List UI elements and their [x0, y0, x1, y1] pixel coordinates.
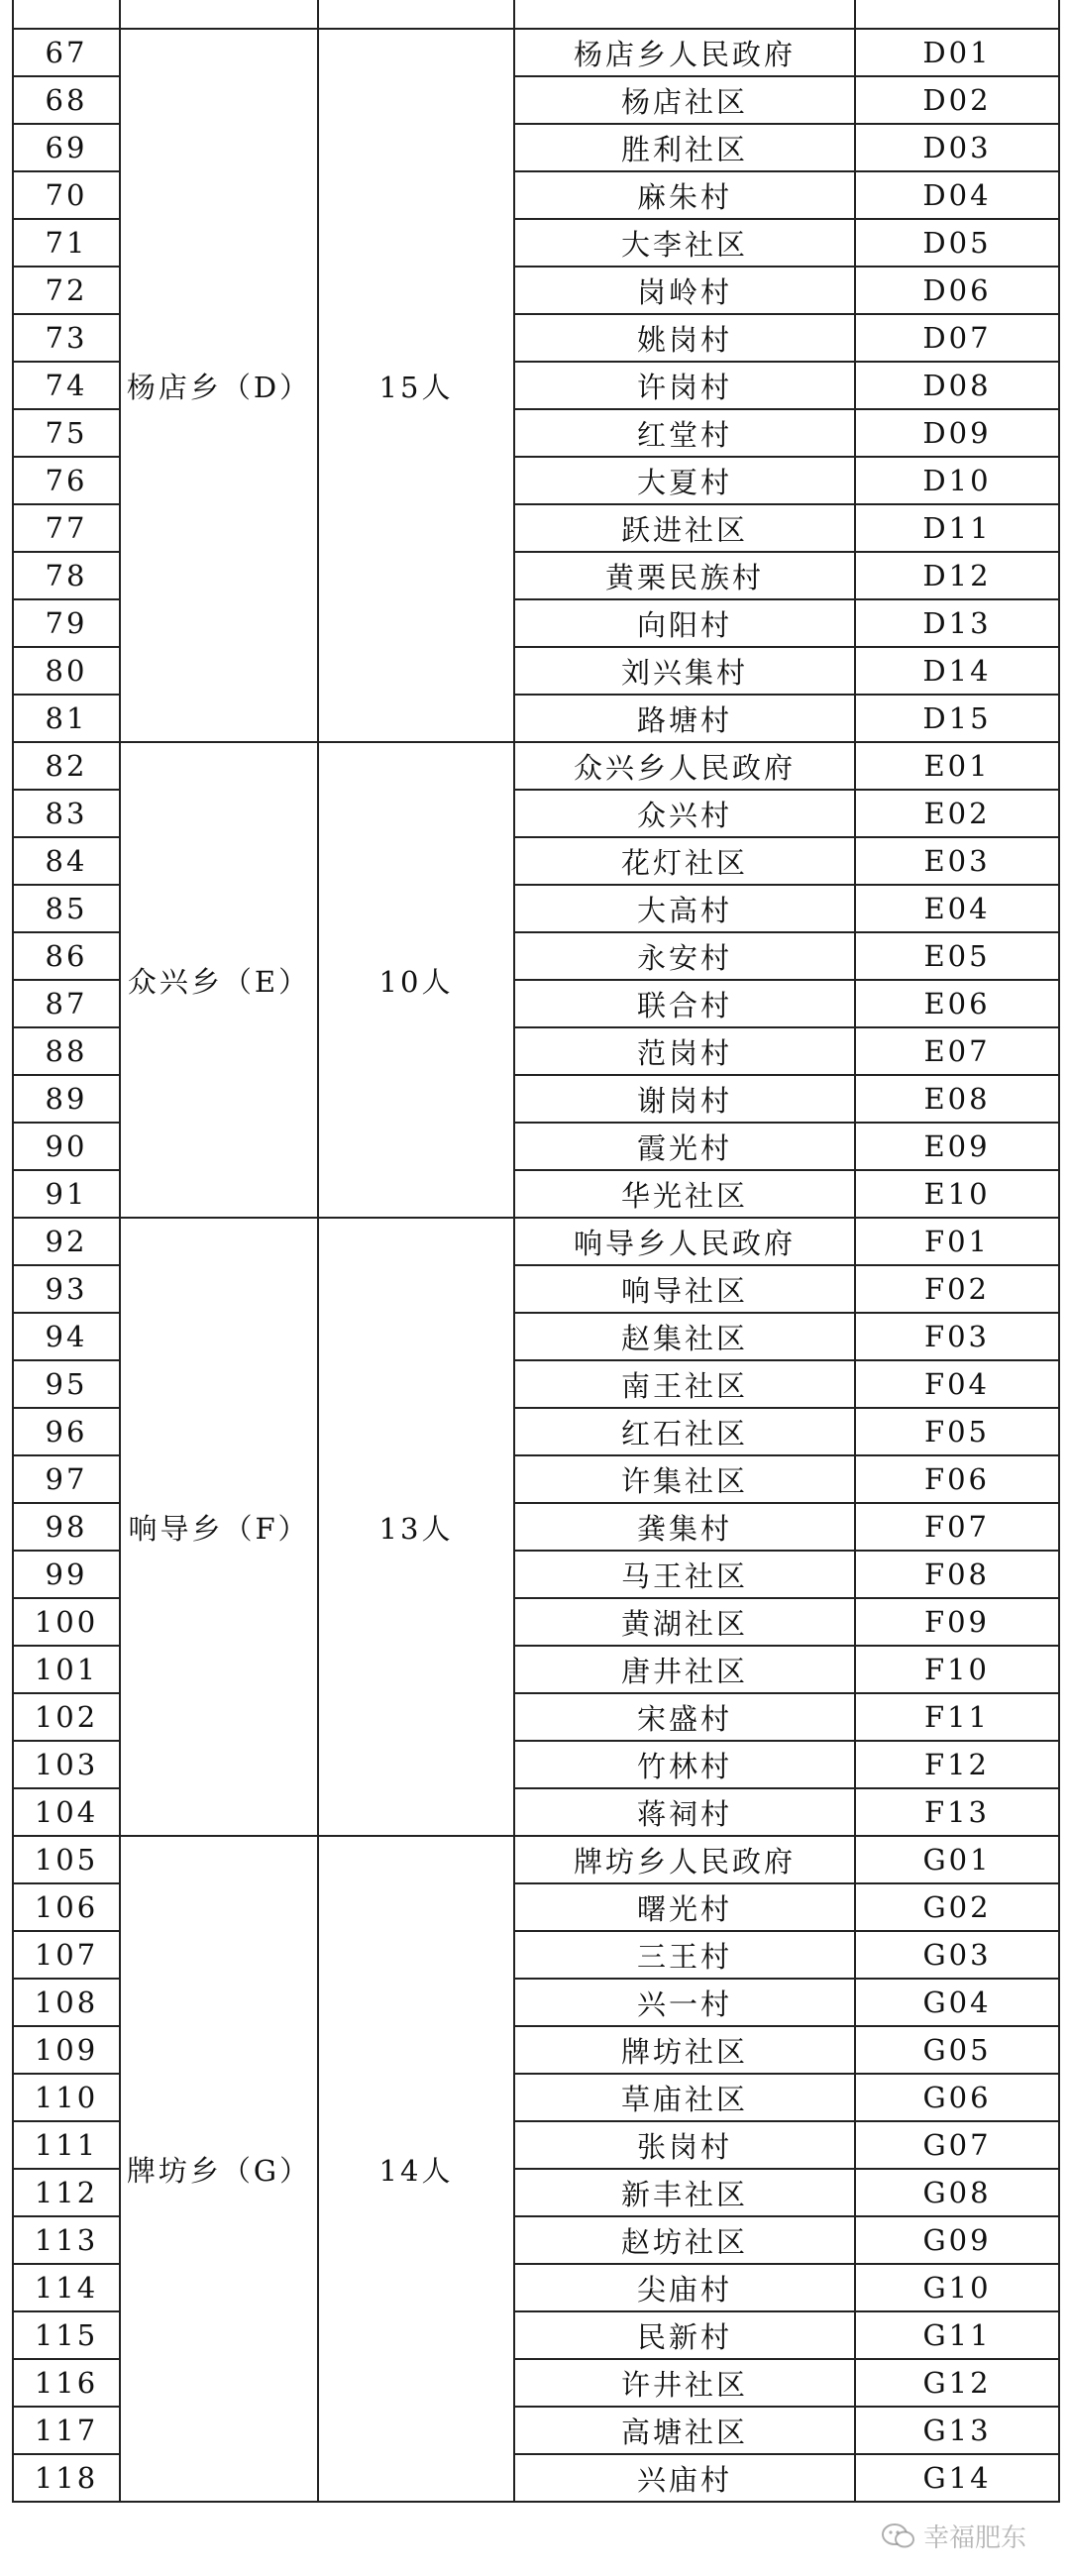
site-name-cell: 谢岗村: [514, 1075, 855, 1123]
site-name-cell: 唐井社区: [514, 1646, 855, 1693]
site-name-cell: 南王社区: [514, 1360, 855, 1408]
staff-count-cell: 15人: [318, 29, 514, 742]
table-row: [13, 1836, 1059, 1883]
row-number-cell: 78: [13, 552, 120, 599]
site-code-cell: F11: [855, 1693, 1059, 1741]
site-name-cell: 姚岗村: [514, 314, 855, 362]
site-name-cell: 永安村: [514, 932, 855, 980]
site-code-cell: G05: [855, 2026, 1059, 2074]
row-number-cell: 112: [13, 2169, 120, 2216]
site-name-cell: 向阳村: [514, 599, 855, 647]
site-code-cell: D11: [855, 504, 1059, 552]
row-number-cell: 98: [13, 1503, 120, 1551]
row-number-cell: 88: [13, 1027, 120, 1075]
staff-count-cell: 10人: [318, 742, 514, 1218]
site-code-cell: F01: [855, 1218, 1059, 1265]
site-code-cell: F13: [855, 1788, 1059, 1836]
site-name-cell: 华光社区: [514, 1170, 855, 1218]
row-number-cell: 79: [13, 599, 120, 647]
site-code-cell: G10: [855, 2264, 1059, 2311]
site-name-cell: 红堂村: [514, 409, 855, 457]
cut-off-top-row: [13, 0, 1059, 29]
site-code-cell: G02: [855, 1883, 1059, 1931]
row-number-cell: 95: [13, 1360, 120, 1408]
site-name-cell: 马王社区: [514, 1551, 855, 1598]
site-name-cell: 响导乡人民政府: [514, 1218, 855, 1265]
row-number-cell: 115: [13, 2311, 120, 2359]
row-number-cell: 103: [13, 1741, 120, 1788]
site-code-cell: D15: [855, 695, 1059, 742]
row-number-cell: 73: [13, 314, 120, 362]
town-cell: 响导乡（F）: [120, 1218, 318, 1836]
site-name-cell: 蒋祠村: [514, 1788, 855, 1836]
site-code-cell: G14: [855, 2454, 1059, 2502]
site-name-cell: 许岗村: [514, 362, 855, 409]
site-name-cell: 赵集社区: [514, 1313, 855, 1360]
row-number-cell: 97: [13, 1455, 120, 1503]
row-number-cell: 118: [13, 2454, 120, 2502]
row-number-cell: 106: [13, 1883, 120, 1931]
row-number-cell: 89: [13, 1075, 120, 1123]
row-number-cell: 94: [13, 1313, 120, 1360]
site-name-cell: 霞光村: [514, 1123, 855, 1170]
assignment-table: [12, 0, 1060, 2503]
site-name-cell: 众兴乡人民政府: [514, 742, 855, 790]
site-name-cell: 众兴村: [514, 790, 855, 837]
site-code-cell: G12: [855, 2359, 1059, 2407]
site-code-cell: D04: [855, 171, 1059, 219]
site-code-cell: E09: [855, 1123, 1059, 1170]
row-number-cell: 114: [13, 2264, 120, 2311]
site-name-cell: 大夏村: [514, 457, 855, 504]
row-number-cell: 92: [13, 1218, 120, 1265]
row-number-cell: 91: [13, 1170, 120, 1218]
site-code-cell: G01: [855, 1836, 1059, 1883]
row-number-cell: 102: [13, 1693, 120, 1741]
row-number-cell: 113: [13, 2216, 120, 2264]
table-cell: [318, 0, 514, 29]
site-name-cell: 张岗村: [514, 2121, 855, 2169]
site-name-cell: 牌坊乡人民政府: [514, 1836, 855, 1883]
row-number-cell: 90: [13, 1123, 120, 1170]
site-code-cell: F12: [855, 1741, 1059, 1788]
table-body: [13, 0, 1059, 2502]
site-code-cell: F02: [855, 1265, 1059, 1313]
row-number-cell: 109: [13, 2026, 120, 2074]
site-code-cell: D05: [855, 219, 1059, 267]
site-code-cell: F03: [855, 1313, 1059, 1360]
row-number-cell: 71: [13, 219, 120, 267]
site-code-cell: G13: [855, 2407, 1059, 2454]
site-code-cell: E06: [855, 980, 1059, 1027]
site-name-cell: 刘兴集村: [514, 647, 855, 695]
site-name-cell: 联合村: [514, 980, 855, 1027]
site-name-cell: 路塘村: [514, 695, 855, 742]
row-number-cell: 72: [13, 267, 120, 314]
row-number-cell: 96: [13, 1408, 120, 1455]
site-code-cell: F10: [855, 1646, 1059, 1693]
site-name-cell: 大高村: [514, 885, 855, 932]
site-name-cell: 曙光村: [514, 1883, 855, 1931]
site-name-cell: 岗岭村: [514, 267, 855, 314]
site-code-cell: D02: [855, 76, 1059, 124]
row-number-cell: 70: [13, 171, 120, 219]
site-name-cell: 跃进社区: [514, 504, 855, 552]
row-number-cell: 110: [13, 2074, 120, 2121]
row-number-cell: 74: [13, 362, 120, 409]
site-code-cell: D12: [855, 552, 1059, 599]
site-name-cell: 三王村: [514, 1931, 855, 1979]
site-code-cell: D09: [855, 409, 1059, 457]
row-number-cell: 86: [13, 932, 120, 980]
site-code-cell: D08: [855, 362, 1059, 409]
site-name-cell: 麻朱村: [514, 171, 855, 219]
site-code-cell: F06: [855, 1455, 1059, 1503]
site-name-cell: 许井社区: [514, 2359, 855, 2407]
site-code-cell: G08: [855, 2169, 1059, 2216]
site-code-cell: G07: [855, 2121, 1059, 2169]
row-number-cell: 85: [13, 885, 120, 932]
row-number-cell: 84: [13, 837, 120, 885]
town-cell: 牌坊乡（G）: [120, 1836, 318, 2502]
site-name-cell: 牌坊社区: [514, 2026, 855, 2074]
site-name-cell: 赵坊社区: [514, 2216, 855, 2264]
site-code-cell: G03: [855, 1931, 1059, 1979]
row-number-cell: 68: [13, 76, 120, 124]
watermark: [882, 2518, 1026, 2554]
site-code-cell: D10: [855, 457, 1059, 504]
site-name-cell: 龚集村: [514, 1503, 855, 1551]
row-number-cell: 117: [13, 2407, 120, 2454]
row-number-cell: 116: [13, 2359, 120, 2407]
site-code-cell: F07: [855, 1503, 1059, 1551]
row-number-cell: 111: [13, 2121, 120, 2169]
site-code-cell: D13: [855, 599, 1059, 647]
site-name-cell: 许集社区: [514, 1455, 855, 1503]
site-name-cell: 竹林村: [514, 1741, 855, 1788]
site-name-cell: 草庙社区: [514, 2074, 855, 2121]
site-code-cell: D03: [855, 124, 1059, 171]
row-number-cell: 107: [13, 1931, 120, 1979]
row-number-cell: 83: [13, 790, 120, 837]
row-number-cell: 81: [13, 695, 120, 742]
site-code-cell: F04: [855, 1360, 1059, 1408]
table-row: [13, 29, 1059, 76]
site-code-cell: E10: [855, 1170, 1059, 1218]
watermark-text: 幸福肥东: [922, 2523, 1026, 2553]
site-code-cell: E05: [855, 932, 1059, 980]
site-code-cell: E04: [855, 885, 1059, 932]
row-number-cell: 101: [13, 1646, 120, 1693]
site-name-cell: 范岗村: [514, 1027, 855, 1075]
table-row: [13, 742, 1059, 790]
site-code-cell: F09: [855, 1598, 1059, 1646]
row-number-cell: 99: [13, 1551, 120, 1598]
table-row: [13, 1218, 1059, 1265]
site-name-cell: 杨店社区: [514, 76, 855, 124]
row-number-cell: 76: [13, 457, 120, 504]
row-number-cell: 77: [13, 504, 120, 552]
site-name-cell: 兴庙村: [514, 2454, 855, 2502]
site-code-cell: G04: [855, 1979, 1059, 2026]
site-name-cell: 杨店乡人民政府: [514, 29, 855, 76]
site-name-cell: 宋盛村: [514, 1693, 855, 1741]
table-cell: [514, 0, 855, 29]
site-code-cell: G06: [855, 2074, 1059, 2121]
site-code-cell: D14: [855, 647, 1059, 695]
town-cell: 杨店乡（D）: [120, 29, 318, 742]
site-code-cell: E08: [855, 1075, 1059, 1123]
site-name-cell: 兴一村: [514, 1979, 855, 2026]
site-name-cell: 花灯社区: [514, 837, 855, 885]
site-name-cell: 胜利社区: [514, 124, 855, 171]
site-code-cell: D06: [855, 267, 1059, 314]
table-cell: [855, 0, 1059, 29]
row-number-cell: 67: [13, 29, 120, 76]
site-code-cell: G11: [855, 2311, 1059, 2359]
staff-count-cell: 13人: [318, 1218, 514, 1836]
wechat-icon: [882, 2522, 915, 2550]
site-name-cell: 响导社区: [514, 1265, 855, 1313]
row-number-cell: 69: [13, 124, 120, 171]
row-number-cell: 93: [13, 1265, 120, 1313]
site-name-cell: 高塘社区: [514, 2407, 855, 2454]
row-number-cell: 100: [13, 1598, 120, 1646]
town-cell: 众兴乡（E）: [120, 742, 318, 1218]
site-name-cell: 大李社区: [514, 219, 855, 267]
site-code-cell: E02: [855, 790, 1059, 837]
site-code-cell: D01: [855, 29, 1059, 76]
site-code-cell: F05: [855, 1408, 1059, 1455]
site-code-cell: E01: [855, 742, 1059, 790]
table-cell: [13, 0, 120, 29]
row-number-cell: 75: [13, 409, 120, 457]
row-number-cell: 104: [13, 1788, 120, 1836]
row-number-cell: 87: [13, 980, 120, 1027]
staff-count-cell: 14人: [318, 1836, 514, 2502]
site-name-cell: 新丰社区: [514, 2169, 855, 2216]
site-name-cell: 红石社区: [514, 1408, 855, 1455]
site-code-cell: F08: [855, 1551, 1059, 1598]
table-cell: [120, 0, 318, 29]
site-code-cell: G09: [855, 2216, 1059, 2264]
site-code-cell: E07: [855, 1027, 1059, 1075]
site-name-cell: 黄栗民族村: [514, 552, 855, 599]
row-number-cell: 108: [13, 1979, 120, 2026]
site-name-cell: 民新村: [514, 2311, 855, 2359]
site-code-cell: E03: [855, 837, 1059, 885]
row-number-cell: 105: [13, 1836, 120, 1883]
site-name-cell: 尖庙村: [514, 2264, 855, 2311]
site-code-cell: D07: [855, 314, 1059, 362]
site-name-cell: 黄湖社区: [514, 1598, 855, 1646]
row-number-cell: 82: [13, 742, 120, 790]
row-number-cell: 80: [13, 647, 120, 695]
